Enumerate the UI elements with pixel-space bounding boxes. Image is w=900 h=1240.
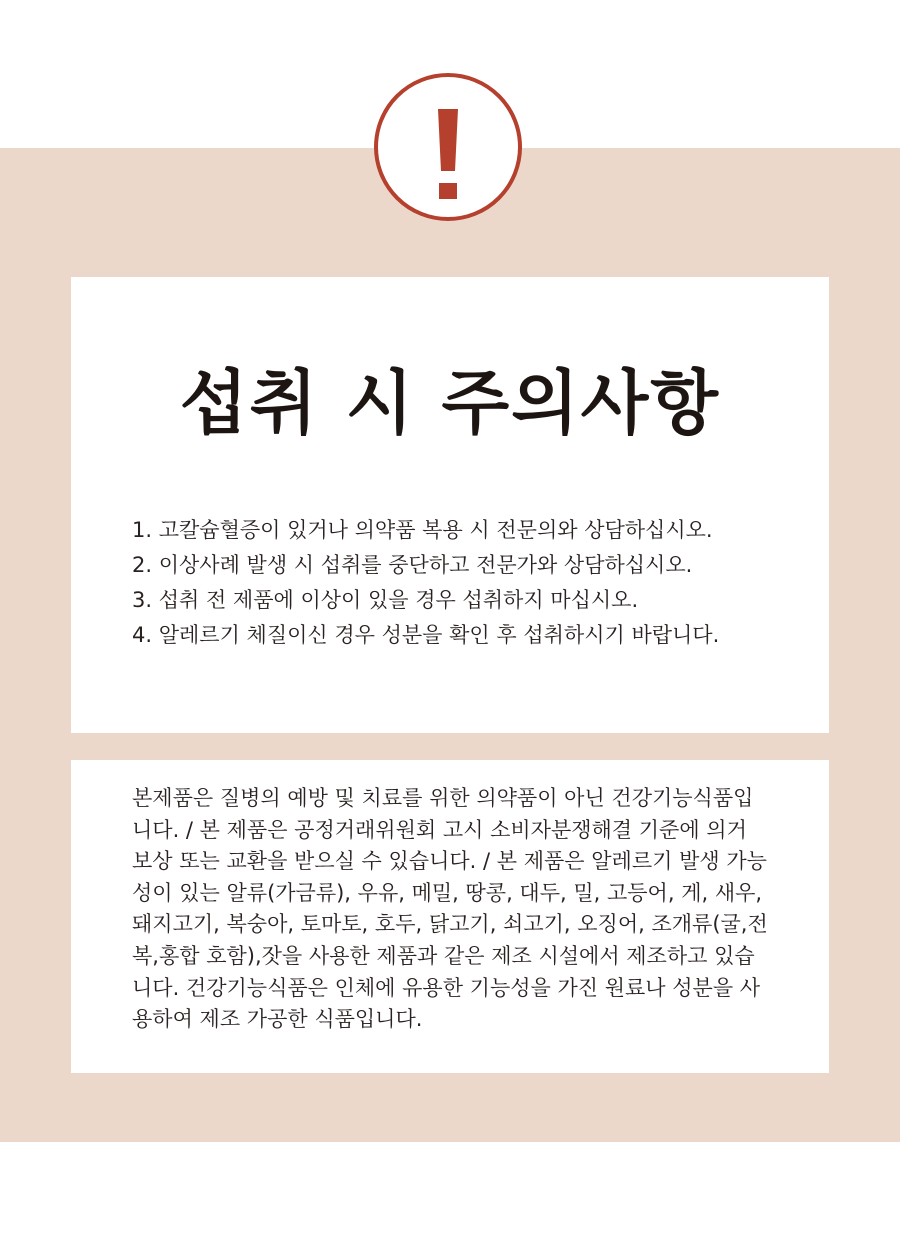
caution-list — [132, 513, 719, 653]
caution-item-1: 1. 고칼슘혈증이 있거나 의약품 복용 시 전문의와 상담하십시오. — [132, 518, 713, 542]
caution-item-3: 3. 섭취 전 제품에 이상이 있을 경우 섭취하지 마십시오. — [132, 588, 639, 612]
caution-item-4: 4. 알레르기 체질이신 경우 성분을 확인 후 섭취하시기 바랍니다. — [132, 623, 720, 647]
notice-card — [71, 760, 829, 1073]
cautions-card — [71, 277, 829, 733]
exclamation-mark-icon — [378, 77, 518, 217]
notice-text: 본제품은 질병의 예방 및 치료를 위한 의약품이 아닌 건강기능식품입니다. / 본 제품은 공정거래위원회 고시 소비자분쟁해결 기준에 의거 보상 또는 교환을 받으실 수 있습니다. / 본 제품은 알레르기 발생 가능성이 있는 알류(가금류), 우유, 메밀, 땅콩, 대두, 밀, 고등어, 게, 새우, 돼지고기, 복숭아, 토마토, 호두, 닭고기, 쇠고기, 오징어, 조개류(굴,전복,홍합 호함),잣을 사용한 제품과 같은 제조 시설에서 제조하고 있습니다. 건강기능식품은 인체에 유용한 기능성을 가진 원료나 성분을 사용하여 제조 가공한 식품입니다. — [132, 786, 768, 1032]
alert-badge — [374, 73, 522, 221]
caution-item-2: 2. 이상사례 발생 시 섭취를 중단하고 전문가와 상담하십시오. — [132, 553, 693, 577]
page-title: 섭취 시 주의사항 — [179, 362, 721, 444]
